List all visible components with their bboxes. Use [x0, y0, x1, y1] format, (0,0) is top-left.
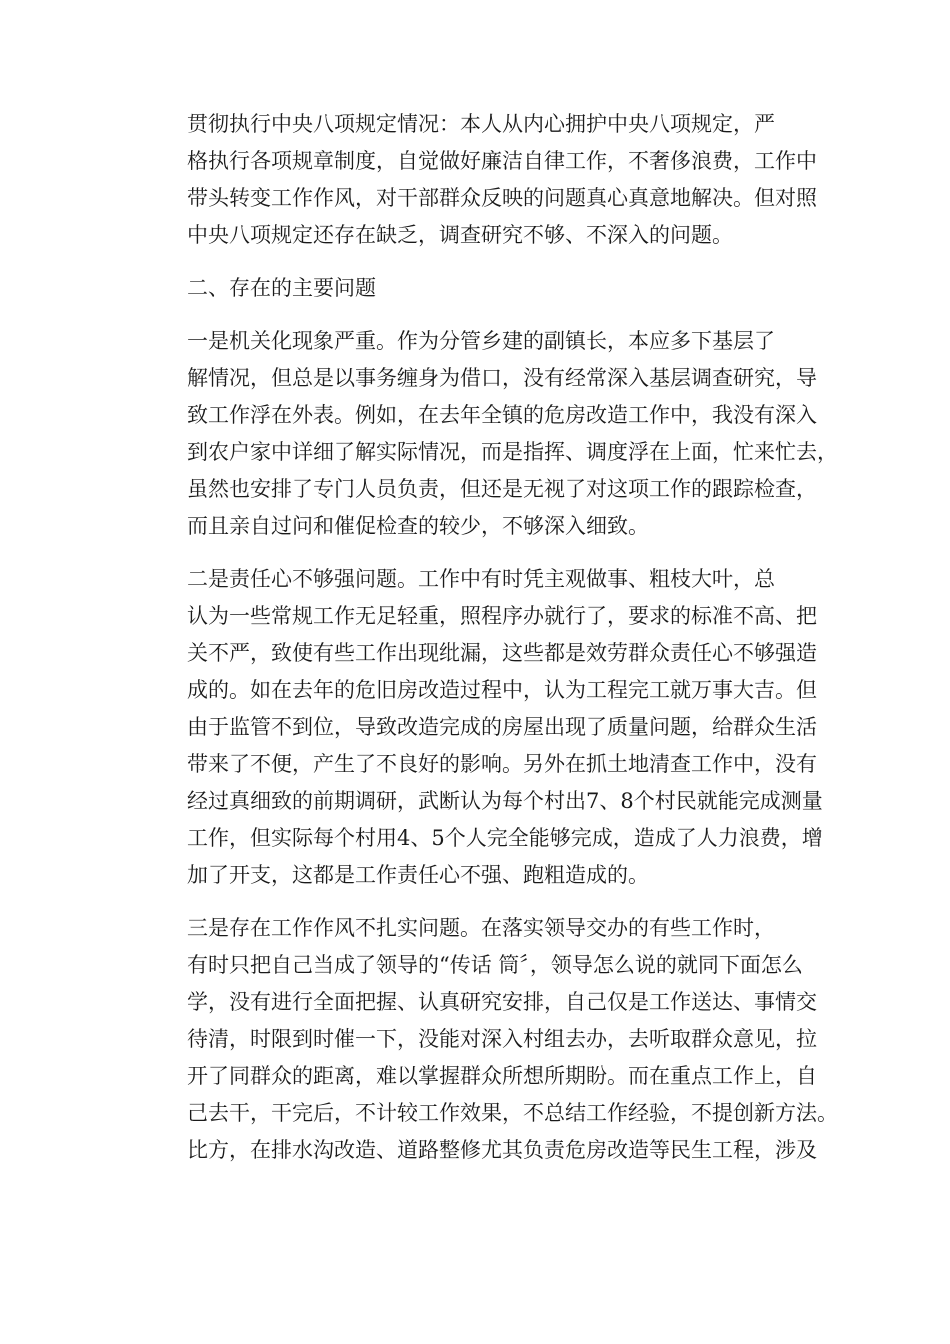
text-line: 致工作浮在外表。例如，在去年全镇的危房改造工作中，我没有深入: [187, 403, 817, 427]
text-line: 己去干，干完后，不计较工作效果，不总结工作经验，不提创新方法。: [187, 1101, 838, 1125]
text-line: 成的。如在去年的危旧房改造过程中，认为工程完工就万事大吉。但: [187, 678, 817, 702]
paragraph-problem-three: [145, 910, 838, 1169]
section-heading-text: 二、存在的主要问题: [187, 276, 376, 300]
text-line: 待清，时限到时催一下，没能对深入村组去办，去听取群众意见，拉: [187, 1027, 817, 1051]
text-line: 一是机关化现象严重。作为分管乡建的副镇长，本应多下基层了: [187, 329, 775, 353]
text-line: 带头转变工作作风，对干部群众反映的问题真心真意地解决。但对照: [187, 186, 817, 210]
text-line: 有时只把自己当成了领导的“传话 筒〞，领导怎么说的就同下面怎么: [187, 953, 803, 977]
text-line: 由于监管不到位，导致改造完成的房屋出现了质量问题，给群众生活: [187, 715, 817, 739]
text-line: 学，没有进行全面把握、认真研究安排，自己仅是工作送达、事情交: [187, 990, 817, 1014]
text-line: 格执行各项规章制度，自觉做好廉洁自律工作，不奢侈浪费，工作中: [187, 149, 817, 173]
text-line: 二是责任心不够强问题。工作中有时凭主观做事、粗枝大叶，总: [187, 567, 775, 591]
text-line: 加了开支，这都是工作责任心不强、跑粗造成的。: [187, 863, 649, 887]
text-line: 中央八项规定还存在缺乏，调查研究不够、不深入的问题。: [187, 223, 733, 247]
text-line: 开了同群众的距离，难以掌握群众所想所期盼。而在重点工作上，自: [187, 1064, 817, 1088]
document-page: [145, 106, 838, 1169]
text-line: 工作，但实际每个村用4、5个人完全能够完成，造成了人力浪费，增: [187, 826, 823, 850]
text-line: 认为一些常规工作无足轻重，照程序办就行了，要求的标准不高、把: [187, 604, 817, 628]
text-line: 三是存在工作作风不扎实问题。在落实领导交办的有些工作时，: [187, 916, 775, 940]
text-line: 虽然也安排了专门人员负责，但还是无视了对这项工作的跟踪检查，: [187, 477, 817, 501]
text-line: 解情况，但总是以事务缠身为借口，没有经常深入基层调查研究，导: [187, 366, 817, 390]
text-line: 比方，在排水沟改造、道路整修尤其负责危房改造等民生工程，涉及: [187, 1138, 817, 1162]
paragraph-eight-rules: [145, 106, 817, 254]
text-line: 到农户家中详细了解实际情况，而是指挥、调度浮在上面，忙来忙去，: [187, 440, 838, 464]
text-line: 贯彻执行中央八项规定情况：本人从内心拥护中央八项规定，严: [187, 112, 775, 136]
section-heading: [145, 270, 805, 307]
text-line: 带来了不便，产生了不良好的影响。另外在抓土地清查工作中，没有: [187, 752, 817, 776]
paragraph-problem-one: [145, 323, 838, 545]
text-line: 经过真细致的前期调研，武断认为每个村出7、8个村民就能完成测量: [187, 789, 823, 813]
paragraph-problem-two: [145, 561, 823, 894]
text-line: 关不严，致使有些工作出现纰漏，这些都是效劳群众责任心不够强造: [187, 641, 817, 665]
text-line: 而且亲自过问和催促检查的较少，不够深入细致。: [187, 514, 649, 538]
